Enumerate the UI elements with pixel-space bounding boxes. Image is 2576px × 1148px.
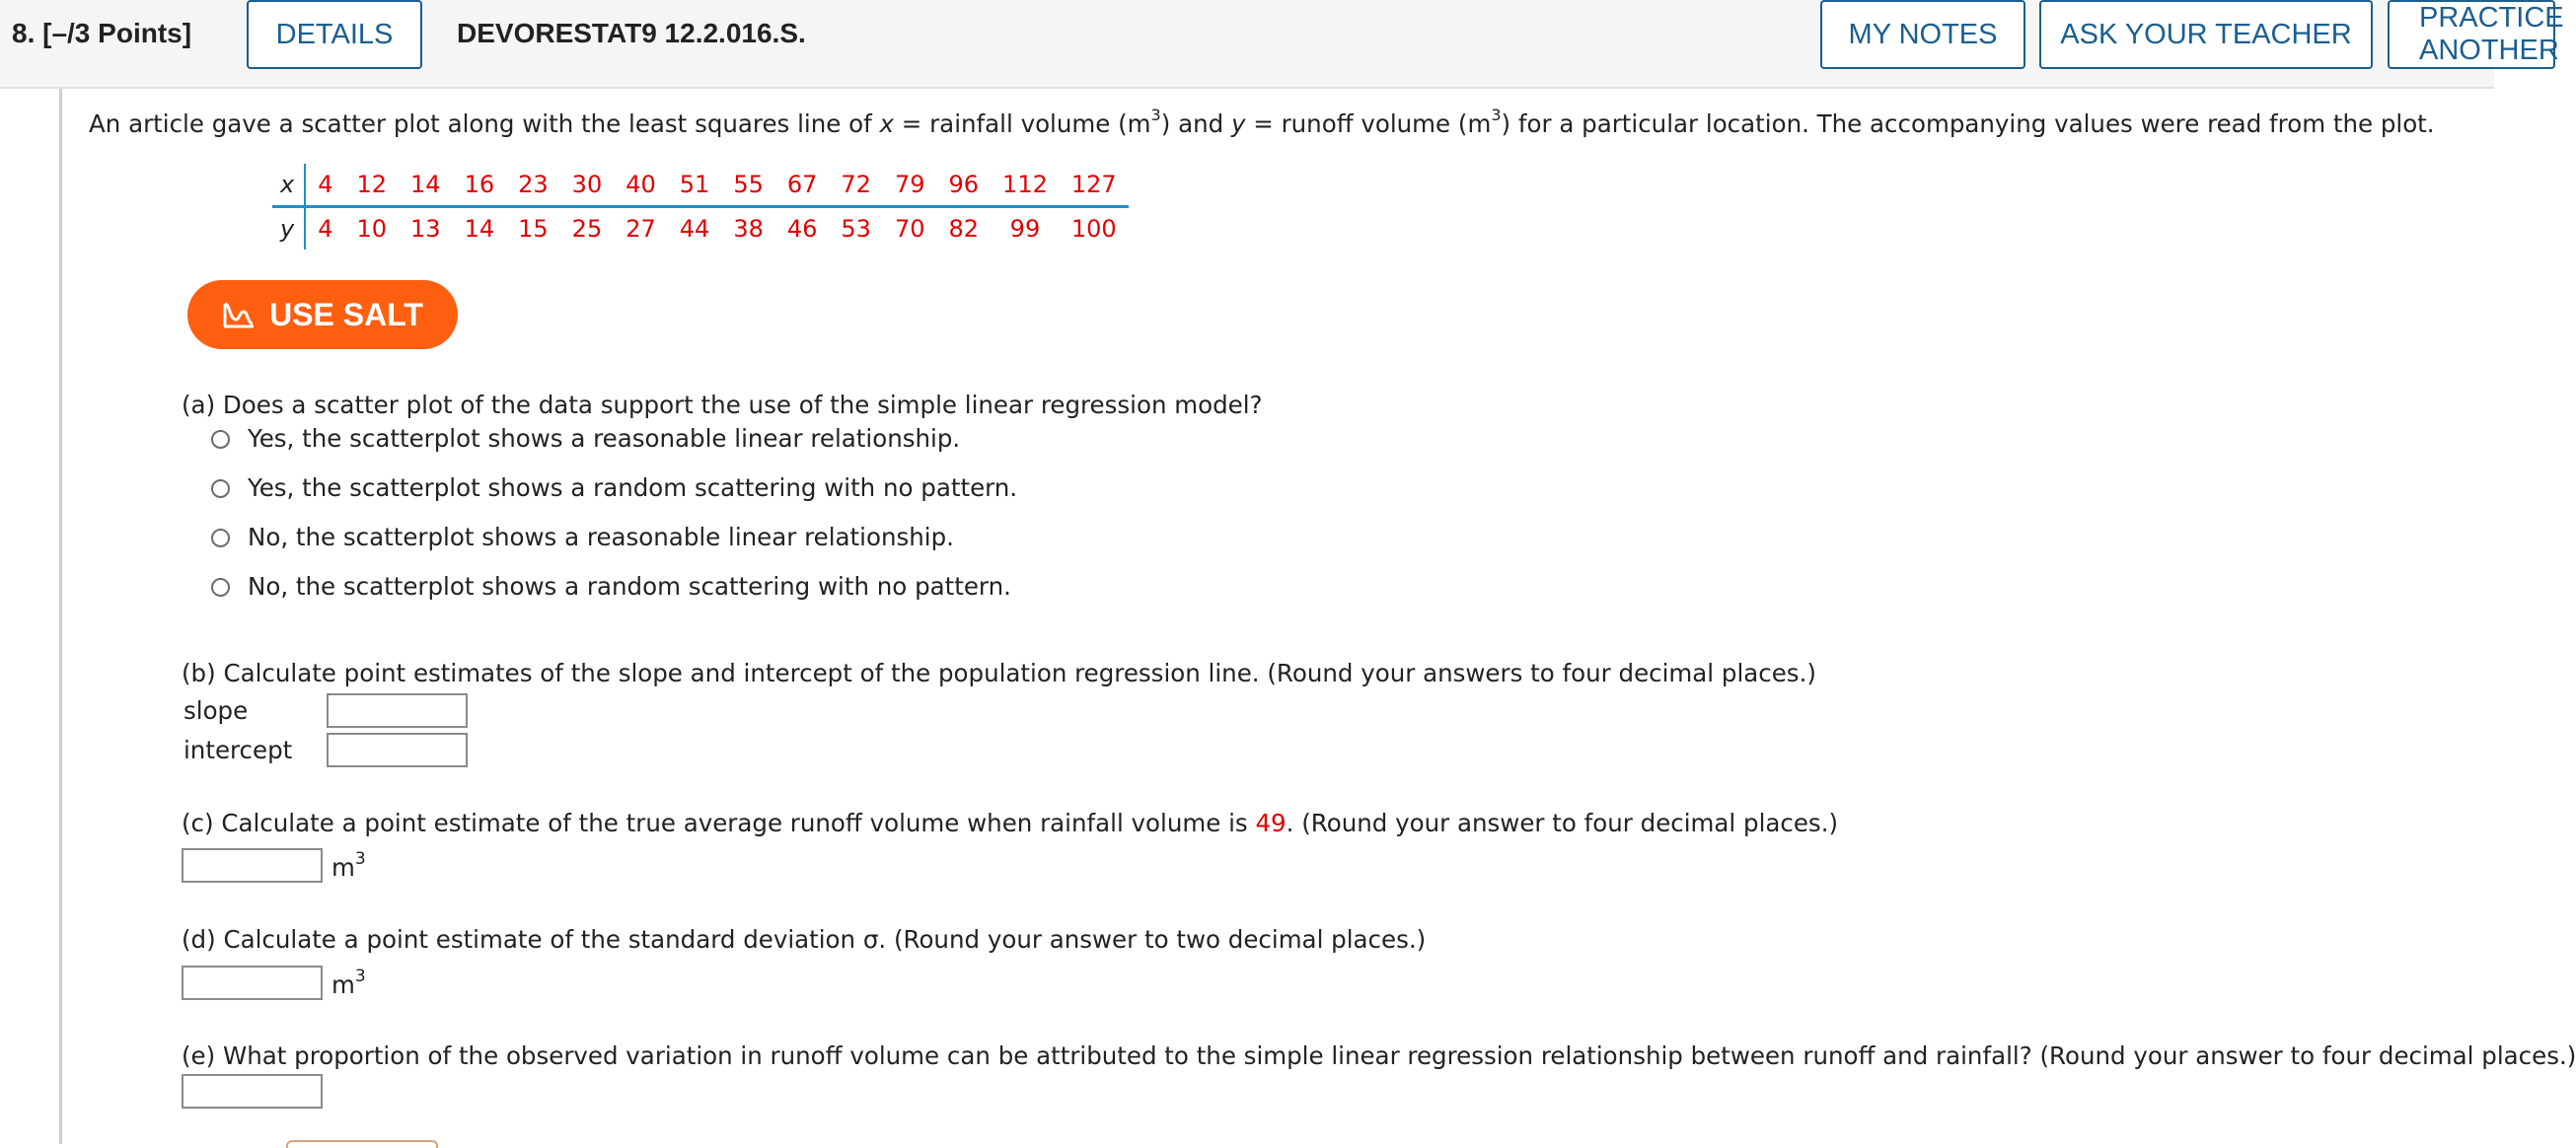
part-a-option-2-label: Yes, the scatterplot shows a random scattering with no pattern. xyxy=(248,473,1018,502)
intercept-input[interactable] xyxy=(327,733,468,767)
question-left-rule xyxy=(59,89,62,1144)
part-d-unit-exponent: 3 xyxy=(354,967,366,986)
practice-another-button[interactable]: PRACTICE ANOTHER xyxy=(2388,0,2555,69)
part-a-option-4[interactable] xyxy=(211,570,1011,604)
y-value-cell: 14 xyxy=(464,215,495,243)
part-b-question: (b) Calculate point estimates of the slope and intercept of the population regression line. (Round your answers to four decimal places.) xyxy=(182,659,1816,687)
radio-icon[interactable] xyxy=(211,529,230,547)
slope-input[interactable] xyxy=(327,693,468,728)
intro-text-3: ) and xyxy=(1160,109,1231,138)
x-value-cell: 72 xyxy=(829,164,883,207)
y-value-cell: 4 xyxy=(318,215,333,243)
y-value-cell: 53 xyxy=(841,215,871,243)
intro-text-1: An article gave a scatter plot along with the least squares line of xyxy=(89,109,880,138)
data-table-y-row xyxy=(272,207,1129,251)
intro-text-5: ) for a particular location. The accompanying values were read from the plot. xyxy=(1501,109,2435,138)
x-value-cell: 23 xyxy=(506,164,560,207)
y-value-cell: 70 xyxy=(894,215,925,243)
part-c-answer-input[interactable] xyxy=(182,848,323,883)
y-value-cell: 82 xyxy=(948,215,980,243)
y-row-label: y xyxy=(272,207,305,251)
x-value-cell: 55 xyxy=(721,164,775,207)
x-value-cell: 4 xyxy=(305,164,344,207)
y-value-cell: 25 xyxy=(571,215,603,243)
intercept-label: intercept xyxy=(184,736,293,764)
x-value-cell: 67 xyxy=(775,164,830,207)
x-value-cell: 127 xyxy=(1060,164,1129,207)
radio-icon[interactable] xyxy=(211,479,230,498)
use-salt-label: USE SALT xyxy=(269,296,423,332)
part-d-question: (d) Calculate a point estimate of the standard deviation σ. (Round your answer to two decimal places.) xyxy=(182,925,1427,954)
part-d-unit-base: m xyxy=(331,970,355,999)
part-d-answer-input[interactable] xyxy=(182,966,323,1000)
part-a-option-1-label: Yes, the scatterplot shows a reasonable linear relationship. xyxy=(248,424,961,453)
y-value-cell: 38 xyxy=(733,215,764,243)
y-value-cell: 99 xyxy=(1009,215,1041,243)
part-e-answer-input[interactable] xyxy=(182,1074,323,1109)
part-a-option-2[interactable] xyxy=(211,471,1017,505)
intro-text-2: = rainfall volume (m xyxy=(894,109,1151,138)
y-value-cell: 13 xyxy=(410,215,441,243)
details-button[interactable]: DETAILS xyxy=(247,0,422,69)
part-a-question: (a) Does a scatter plot of the data support the use of the simple linear regression model? xyxy=(182,391,1263,419)
part-c-question xyxy=(182,807,1838,840)
problem-statement xyxy=(89,107,2435,142)
ask-your-teacher-button[interactable]: ASK YOUR TEACHER xyxy=(2039,0,2373,69)
part-c-text-2: . (Round your answer to four decimal places.) xyxy=(1286,809,1839,837)
data-table-x-row xyxy=(272,164,1129,207)
part-d-unit xyxy=(331,969,366,1002)
radio-icon[interactable] xyxy=(211,430,230,449)
part-c-unit xyxy=(331,851,366,885)
slope-label: slope xyxy=(184,696,249,725)
intro-superscript-2: 3 xyxy=(1491,106,1502,124)
intro-superscript-1: 3 xyxy=(1150,106,1161,124)
x-value-cell: 12 xyxy=(344,164,399,207)
x-value-cell: 30 xyxy=(560,164,615,207)
part-a-option-3[interactable] xyxy=(211,521,954,554)
use-salt-button[interactable] xyxy=(187,280,458,349)
part-a-option-3-label: No, the scatterplot shows a reasonable linear relationship. xyxy=(248,523,954,551)
part-c-unit-base: m xyxy=(331,853,355,882)
x-value-cell: 51 xyxy=(668,164,722,207)
radio-icon[interactable] xyxy=(211,578,230,597)
y-value-cell: 15 xyxy=(518,215,549,243)
part-a-option-1[interactable] xyxy=(211,422,960,456)
y-value-cell: 10 xyxy=(356,215,388,243)
intro-y-variable: y xyxy=(1230,109,1246,138)
y-value-cell: 44 xyxy=(679,215,710,243)
data-table xyxy=(272,164,1129,250)
y-value-cell: 27 xyxy=(626,215,656,243)
x-value-cell: 96 xyxy=(937,164,992,207)
x-value-cell: 40 xyxy=(614,164,668,207)
my-notes-button[interactable]: MY NOTES xyxy=(1820,0,2025,69)
x-row-label: x xyxy=(272,164,305,207)
part-e-question: (e) What proportion of the observed variation in runoff volume can be attributed to the simple linear regression relationship between runoff and rainfall? (Round your answer to four decimal places.) xyxy=(182,1041,2576,1070)
question-header xyxy=(0,0,2564,89)
intro-x-variable: x xyxy=(879,109,894,138)
x-value-cell: 112 xyxy=(991,164,1060,207)
question-code: DEVORESTAT9 12.2.016.S. xyxy=(457,18,806,48)
x-value-cell: 16 xyxy=(453,164,507,207)
part-a-option-4-label: No, the scatterplot shows a random scattering with no pattern. xyxy=(248,572,1011,601)
part-c-text-1: (c) Calculate a point estimate of the true average runoff volume when rainfall volume is xyxy=(182,809,1256,837)
part-c-unit-exponent: 3 xyxy=(354,849,366,869)
x-value-cell: 79 xyxy=(883,164,937,207)
x-value-cell: 14 xyxy=(399,164,453,207)
question-number: 8. [–/3 Points] xyxy=(12,18,192,48)
part-c-rainfall-value: 49 xyxy=(1255,809,1287,837)
salt-logo-icon xyxy=(222,300,256,329)
y-value-cell: 46 xyxy=(786,215,818,243)
partial-button-edge xyxy=(286,1140,438,1148)
intro-text-4: = runoff volume (m xyxy=(1245,109,1492,138)
y-value-cell: 100 xyxy=(1070,215,1117,243)
